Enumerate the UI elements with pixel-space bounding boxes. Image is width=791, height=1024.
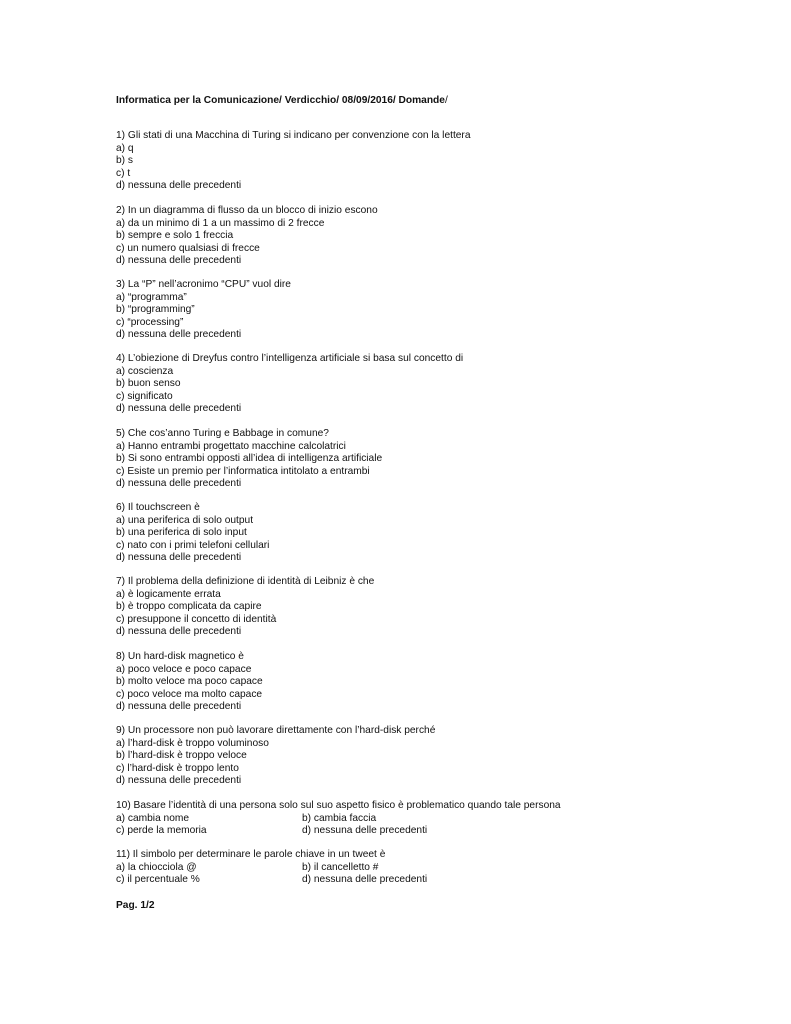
page-title-suffix: / bbox=[444, 95, 448, 106]
question-1-option-d: d) nessuna delle precedenti bbox=[116, 180, 242, 191]
question-8-option-b: b) molto veloce ma poco capace bbox=[116, 676, 263, 687]
question-10-row-1 bbox=[116, 813, 189, 825]
question-4-option-d: d) nessuna delle precedenti bbox=[116, 403, 242, 414]
question-11-option-c: c) il percentuale % bbox=[116, 874, 200, 885]
question-6-option-d: d) nessuna delle precedenti bbox=[116, 552, 242, 563]
question-2-option-c: c) un numero qualsiasi di frecce bbox=[116, 242, 260, 254]
question-9: 9) Un processore non può lavorare direttamente con l’hard-disk perché bbox=[116, 725, 436, 736]
question-5-option-b: b) Si sono entrambi opposti all’idea di intelligenza artificiale bbox=[116, 453, 383, 464]
question-8-option-c: c) poco veloce ma molto capace bbox=[116, 688, 263, 700]
question-2-option-b: b) sempre e solo 1 freccia bbox=[116, 230, 234, 241]
question-11-option-a: a) la chiocciola @ bbox=[116, 861, 197, 873]
question-9-option-d: d) nessuna delle precedenti bbox=[116, 775, 242, 786]
question-3: 3) La “P” nell’acronimo “CPU” vuol dire bbox=[116, 279, 291, 290]
question-1-option-c: c) t bbox=[116, 167, 131, 179]
question-5: 5) Che cos’anno Turing e Babbage in comune? bbox=[116, 428, 329, 439]
question-5-option-a: a) Hanno entrambi progettato macchine calcolatrici bbox=[116, 440, 346, 452]
question-8-option-a: a) poco veloce e poco capace bbox=[116, 663, 252, 675]
page-title bbox=[116, 95, 448, 107]
question-11-option-d: d) nessuna delle precedenti bbox=[302, 874, 428, 885]
question-7-option-c: c) presuppone il concetto di identità bbox=[116, 613, 277, 625]
question-9-option-c: c) l’hard-disk è troppo lento bbox=[116, 762, 239, 774]
question-5-option-c: c) Esiste un premio per l’informatica intitolato a entrambi bbox=[116, 465, 370, 477]
question-4: 4) L’obiezione di Dreyfus contro l’intelligenza artificiale si basa sul concetto di bbox=[116, 353, 464, 364]
question-9-option-b: b) l’hard-disk è troppo veloce bbox=[116, 750, 247, 761]
question-4-option-b: b) buon senso bbox=[116, 378, 181, 389]
question-7: 7) Il problema della definizione di identità di Leibniz è che bbox=[116, 576, 375, 587]
question-2-option-a: a) da un minimo di 1 a un massimo di 2 frecce bbox=[116, 217, 325, 229]
question-1-option-b: b) s bbox=[116, 155, 133, 166]
question-1-option-a: a) q bbox=[116, 142, 134, 154]
question-11: 11) Il simbolo per determinare le parole chiave in un tweet è bbox=[116, 849, 386, 860]
question-7-option-d: d) nessuna delle precedenti bbox=[116, 626, 242, 637]
page-number: Pag. 1/2 bbox=[116, 900, 155, 911]
question-6-option-b: b) una periferica di solo input bbox=[116, 527, 247, 538]
question-5-option-d: d) nessuna delle precedenti bbox=[116, 478, 242, 489]
question-7-option-b: b) è troppo complicata da capire bbox=[116, 601, 262, 612]
question-2: 2) In un diagramma di flusso da un blocco di inizio escono bbox=[116, 205, 378, 216]
question-6-option-a: a) una periferica di solo output bbox=[116, 514, 254, 526]
question-10-option-d: d) nessuna delle precedenti bbox=[302, 825, 428, 836]
question-6-option-c: c) nato con i primi telefoni cellulari bbox=[116, 539, 270, 551]
question-2-option-d: d) nessuna delle precedenti bbox=[116, 255, 242, 266]
question-6: 6) Il touchscreen è bbox=[116, 502, 200, 513]
question-3-option-c: c) “processing” bbox=[116, 316, 184, 328]
question-11-option-b: b) il cancelletto # bbox=[302, 861, 379, 873]
question-3-option-a: a) “programma” bbox=[116, 291, 187, 303]
question-4-option-c: c) significato bbox=[116, 390, 173, 402]
question-7-option-a: a) è logicamente errata bbox=[116, 588, 221, 600]
question-10-option-a: a) cambia nome bbox=[116, 812, 190, 824]
question-8-option-d: d) nessuna delle precedenti bbox=[116, 701, 242, 712]
page-title-bold: Informatica per la Comunicazione/ Verdicchio/ 08/09/2016/ Domande bbox=[116, 95, 445, 106]
question-4-option-a: a) coscienza bbox=[116, 365, 174, 377]
question-8: 8) Un hard-disk magnetico è bbox=[116, 651, 244, 662]
question-3-option-d: d) nessuna delle precedenti bbox=[116, 329, 242, 340]
question-3-option-b: b) “programming” bbox=[116, 304, 195, 315]
question-10-option-b: b) cambia faccia bbox=[302, 812, 377, 824]
question-10: 10) Basare l’identità di una persona solo sul suo aspetto fisico è problematico quando tale persona bbox=[116, 800, 561, 811]
question-10-option-c: c) perde la memoria bbox=[116, 825, 207, 836]
question-1: 1) Gli stati di una Macchina di Turing si indicano per convenzione con la lettera bbox=[116, 130, 471, 141]
question-9-option-a: a) l’hard-disk è troppo voluminoso bbox=[116, 737, 269, 749]
